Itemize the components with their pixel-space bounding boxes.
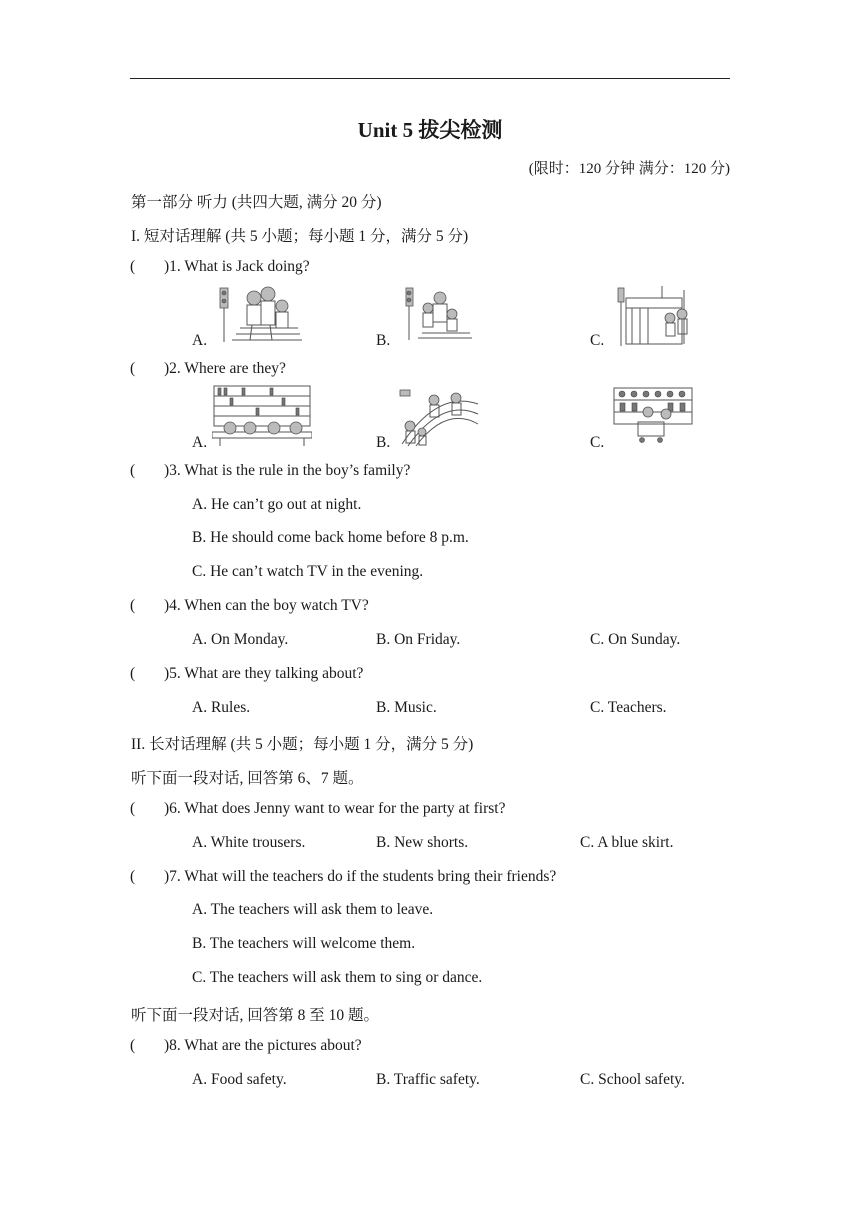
question-text: )8. What are the pictures about? (164, 1037, 362, 1054)
question-text: )5. What are they talking about? (164, 665, 364, 682)
option-a: A. (192, 434, 208, 451)
option-b: B. The teachers will welcome them. (192, 935, 416, 952)
option-c: C. (590, 434, 605, 451)
page-title: Unit 5 拔尖检测 (357, 118, 503, 142)
answer-blank[interactable]: ( (130, 462, 136, 479)
option-a: A. He can’t go out at night. (192, 496, 362, 513)
option-c: C. He can’t watch TV in the evening. (192, 563, 424, 580)
header-rule (130, 78, 730, 79)
option-b: B. He should come back home before 8 p.m. (192, 529, 469, 546)
question-8 (130, 1037, 362, 1055)
section1-heading: I. 短对话理解 (共 5 小题；每小题 1 分，满分 5 分) (131, 228, 469, 245)
option-a: A. Food safety. (192, 1071, 287, 1088)
option-a: A. On Monday. (192, 631, 289, 648)
library-illustration (212, 384, 312, 448)
question-4 (130, 597, 369, 615)
question-7 (130, 868, 556, 886)
street-crossing-illustration (612, 284, 694, 348)
question-5 (130, 665, 363, 683)
question-text: )2. Where are they? (164, 360, 286, 377)
option-b: B. On Friday. (376, 631, 461, 648)
section2-intro-a: 听下面一段对话, 回答第 6、7 题。 (131, 770, 364, 787)
option-b: B. Traffic safety. (376, 1071, 480, 1088)
answer-blank[interactable]: ( (130, 597, 136, 614)
option-b: B. New shorts. (376, 834, 469, 851)
supermarket-illustration (612, 386, 694, 444)
question-text: )4. When can the boy watch TV? (164, 597, 369, 614)
question-1 (130, 258, 310, 276)
question-3 (130, 462, 410, 480)
question-6 (130, 800, 505, 818)
option-a: A. The teachers will ask them to leave. (192, 901, 434, 918)
part1-heading: 第一部分 听力 (共四大题, 满分 20 分) (131, 194, 382, 211)
question-text: )1. What is Jack doing? (164, 258, 310, 275)
option-b: B. (376, 332, 391, 349)
crosswalk-illustration (212, 284, 304, 346)
question-text: )3. What is the rule in the boy’s family? (164, 462, 411, 479)
section2-intro-b: 听下面一段对话, 回答第 8 至 10 题。 (131, 1007, 380, 1024)
option-c: C. (590, 332, 605, 349)
option-a: A. White trousers. (192, 834, 306, 851)
option-c: C. A blue skirt. (580, 834, 674, 851)
question-text: )7. What will the teachers do if the students bring their friends? (164, 868, 557, 885)
pedestrians-illustration (400, 284, 476, 344)
sports-field-illustration (398, 386, 480, 448)
option-a: A. Rules. (192, 699, 251, 716)
option-c: C. On Sunday. (590, 631, 681, 648)
option-a: A. (192, 332, 208, 349)
answer-blank[interactable]: ( (130, 1037, 136, 1054)
answer-blank[interactable]: ( (130, 868, 136, 885)
answer-blank[interactable]: ( (130, 360, 136, 377)
answer-blank[interactable]: ( (130, 800, 136, 817)
time-limit: (限时：120 分钟 满分：120 分) (528, 161, 730, 177)
section2-heading: II. 长对话理解 (共 5 小题；每小题 1 分，满分 5 分) (131, 736, 474, 753)
answer-blank[interactable]: ( (130, 258, 136, 275)
answer-blank[interactable]: ( (130, 665, 136, 682)
option-b: B. Music. (376, 699, 437, 716)
question-2 (130, 360, 286, 378)
option-c: C. School safety. (580, 1071, 685, 1088)
option-c: C. Teachers. (590, 699, 667, 716)
option-c: C. The teachers will ask them to sing or dance. (192, 969, 483, 986)
option-b: B. (376, 434, 391, 451)
question-text: )6. What does Jenny want to wear for the party at first? (164, 800, 506, 817)
